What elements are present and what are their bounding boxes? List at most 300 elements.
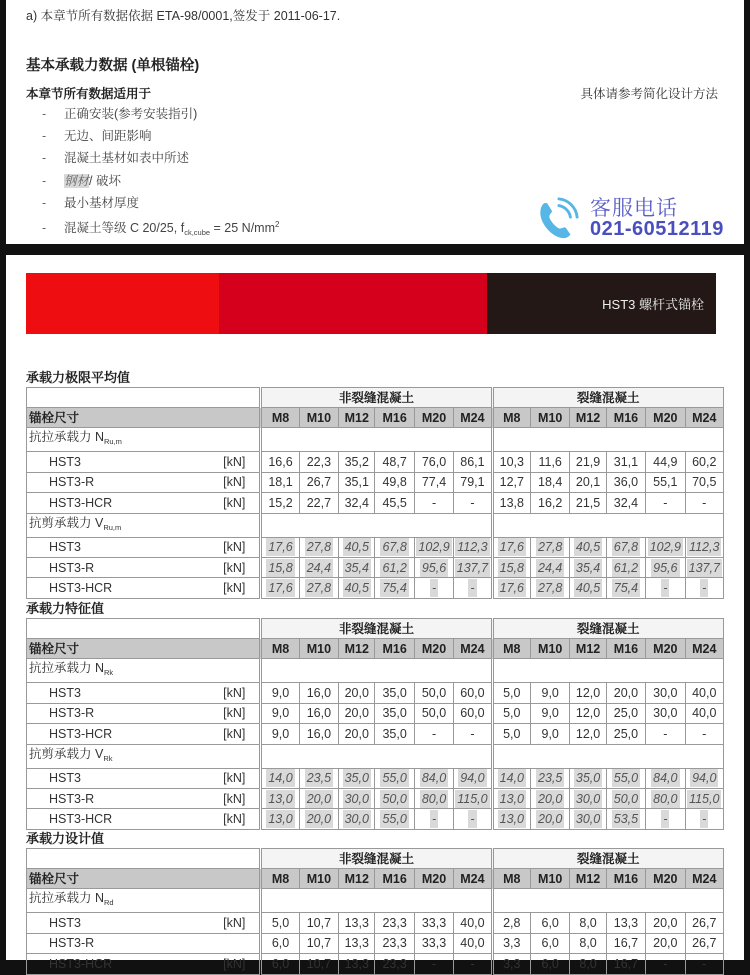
value: 30,0 [653,706,678,721]
value-cell [454,683,492,703]
value-cell [570,537,606,557]
load-table-block [26,830,724,975]
value-cell [492,788,530,808]
size-header-m10: M10 [299,408,338,428]
value-cell [492,913,530,933]
row-header-label: 锚栓尺寸 [27,639,261,659]
size-header-row [27,408,724,428]
value: 33,3 [421,936,447,951]
value-cell [339,913,375,933]
value: 40,0 [460,916,485,931]
banner-darkred-block [219,273,487,334]
value-cell [492,954,530,974]
value: 20,0 [653,916,678,931]
value-cell [261,537,299,557]
anchor-name: HST3-R [27,557,191,577]
condition-text: 混凝土基材如表中所述 [64,151,190,166]
value-cell [414,788,453,808]
value-cell [339,809,375,829]
value-cell [299,557,338,577]
value-cell [606,809,645,829]
condition-text: 混凝土等级 C 20/25, f [64,220,185,235]
value: 20,0 [344,706,369,721]
value-cell [531,768,570,788]
anchor-name: HST3 [27,768,191,788]
value: 53,5 [613,812,639,827]
value-cell [261,768,299,788]
value-cell [414,578,453,598]
bullet-dash: - [42,107,47,121]
value: 13,0 [499,812,524,827]
value: 55,0 [382,812,407,827]
value-cell [261,954,299,974]
size-header-m16: M16 [375,408,414,428]
value-cell [414,954,453,974]
value-cell [261,452,299,472]
condition-item [42,127,279,149]
size-header-m12: M12 [339,639,375,659]
value: 44,9 [653,455,678,470]
table-row [27,913,724,933]
value-cell [646,683,685,703]
value: 15,8 [268,560,293,575]
table-row [27,472,724,492]
contact-label: 客服电话 [590,197,678,220]
table-row [27,954,724,974]
value-cell [531,954,570,974]
value-cell [570,683,606,703]
value: 17,6 [268,540,293,555]
value-cell [646,472,685,492]
value-cell [454,954,492,974]
size-header-m12: M12 [339,408,375,428]
value: 77,4 [421,475,447,490]
category-text: 抗剪承载力 V [29,746,104,761]
value-cell [570,913,606,933]
value: 22,7 [306,495,332,510]
value: 35,0 [575,771,601,786]
value-cell [492,683,530,703]
anchor-name: HST3-HCR [27,493,191,513]
value: 13,3 [344,916,369,931]
table-row [27,933,724,953]
value: 16,7 [613,936,639,951]
value: 20,0 [344,686,369,701]
value: 30,0 [344,812,369,827]
table-row [27,557,724,577]
value-cell [375,724,414,744]
condition-item [42,194,279,216]
group-header-row [27,388,724,408]
value: 20,0 [538,812,563,827]
value: 30,0 [344,791,369,806]
value: 27,8 [538,581,563,596]
value: 76,0 [421,455,447,470]
value: 84,0 [421,771,447,786]
value-cell [492,452,530,472]
value: 61,2 [613,560,639,575]
size-header-m8: M8 [261,408,299,428]
value-cell [261,493,299,513]
category-fill-uncracked [261,659,492,683]
size-header-m8: M8 [261,639,299,659]
category-fill-cracked [492,513,723,537]
value: 11,6 [538,455,562,470]
value: 9,0 [271,686,290,701]
value-cell [375,933,414,953]
value: 86,1 [460,455,485,470]
value-cell [570,724,606,744]
group-uncracked-header: 非裂缝混凝土 [261,388,492,408]
value-cell [375,809,414,829]
size-header-m24: M24 [454,408,492,428]
value-cell [261,913,299,933]
value-cell [606,933,645,953]
value: 8,0 [579,936,597,951]
value-cell [492,472,530,492]
value-cell [646,788,685,808]
value: 20,0 [344,726,369,741]
category-fill-cracked [492,428,723,452]
size-header-m20: M20 [646,408,685,428]
category-fill-cracked [492,744,723,768]
category-subscript: Ru,m [103,522,122,532]
anchor-name: HST3-HCR [27,954,191,974]
value-cell [531,683,570,703]
size-header-m8: M8 [261,869,299,889]
size-header-m10: M10 [531,408,570,428]
bullet-dash: - [42,220,47,235]
group-header-row [27,849,724,869]
value-cell [492,557,530,577]
value-cell [299,578,338,598]
value: 6,0 [271,956,290,971]
value-cell [339,933,375,953]
anchor-name: HST3-HCR [27,578,191,598]
anchor-name: HST3 [27,537,191,557]
row-header-label: 锚栓尺寸 [27,869,261,889]
value-cell [261,788,299,808]
value: 49,8 [382,475,407,490]
value: 26,7 [692,936,717,951]
value: - [702,495,707,510]
value: 95,6 [421,560,447,575]
value-cell [299,703,338,723]
value-cell [492,933,530,953]
value-cell [375,557,414,577]
value: 8,0 [579,916,597,931]
value-cell [299,809,338,829]
unit-label: [kN] [190,472,261,492]
value-cell [646,578,685,598]
value: 21,9 [575,455,601,470]
value: 16,2 [538,495,563,510]
customer-service-contact [526,190,746,242]
value-cell [570,472,606,492]
bullet-dash: - [42,173,47,188]
value: - [663,812,668,827]
value: 60,0 [460,686,485,701]
anchor-name: HST3-R [27,703,191,723]
value-cell [531,703,570,723]
category-label [27,428,261,452]
value: 13,0 [499,791,524,806]
value: 15,8 [499,560,524,575]
value: 112,3 [689,540,720,555]
value: 40,5 [575,581,601,596]
load-table [26,387,724,599]
unit-label [190,933,261,953]
value: 84,0 [653,771,678,786]
header-blank [27,388,261,408]
value-cell [685,493,723,513]
value: 30,0 [575,812,601,827]
value-cell [454,537,492,557]
value-cell [261,578,299,598]
value: 48,7 [382,455,407,470]
value: 12,7 [499,475,524,490]
unit-label: [kN] [190,578,261,598]
value-cell [299,933,338,953]
category-label [27,513,261,537]
value: - [470,581,475,596]
value-cell [414,724,453,744]
value-cell [492,703,530,723]
value-cell [606,913,645,933]
value: - [470,495,475,510]
anchor-name: HST3-R [27,788,191,808]
unit-label: [kN] [190,768,261,788]
size-header-m10: M10 [531,639,570,659]
load-table-block [26,369,724,599]
anchor-name: HST3-HCR [27,724,191,744]
value: - [702,726,707,741]
group-cracked-header: 裂缝混凝土 [492,619,723,639]
value-cell [531,913,570,933]
value-cell [414,768,453,788]
size-header-m10: M10 [299,639,338,659]
value-cell [531,472,570,492]
value: - [431,495,437,510]
value-cell [606,452,645,472]
load-data-panel [6,255,744,971]
value-cell [339,452,375,472]
value: 23,3 [382,916,407,931]
value: 50,0 [613,791,639,806]
value: 10,7 [306,936,332,951]
unit-label: [kN] [190,788,261,808]
value: 60,0 [460,706,485,721]
unit-label: [kN] [190,703,261,723]
size-header-m12: M12 [570,639,606,659]
value: 55,0 [613,771,639,786]
value: 15,2 [268,495,293,510]
value: 20,0 [306,791,332,806]
size-header-m24: M24 [685,639,723,659]
value: 9,0 [271,706,290,721]
contact-phone-number: 021-60512119 [590,218,724,240]
value-cell [414,683,453,703]
value-cell [414,493,453,513]
table-row [27,788,724,808]
value-cell [339,768,375,788]
anchor-name: HST3 [27,452,191,472]
value-cell [492,537,530,557]
unit-label: [kN] [190,537,261,557]
value-cell [606,703,645,723]
value-cell [685,472,723,492]
table-row [27,452,724,472]
value: 25,0 [613,726,639,741]
value-cell [454,557,492,577]
value-cell [570,954,606,974]
value: 36,0 [613,475,639,490]
category-subscript: Rd [104,898,114,908]
value-cell [339,703,375,723]
value-cell [685,578,723,598]
value-cell [299,788,338,808]
value: - [470,956,475,971]
value-cell [375,493,414,513]
value: 20,1 [575,475,601,490]
bullet-dash: - [42,195,47,210]
value-cell [685,683,723,703]
size-header-m20: M20 [414,639,453,659]
value-cell [606,493,645,513]
value-cell [606,578,645,598]
value-cell [685,913,723,933]
value-cell [492,768,530,788]
value: 21,5 [575,495,601,510]
table-row [27,703,724,723]
conditions-panel [6,0,744,244]
value: 13,8 [499,495,524,510]
value: 13,0 [268,791,293,806]
value: 32,4 [613,495,639,510]
value-cell [339,954,375,974]
category-fill-uncracked [261,744,492,768]
value: 115,0 [457,791,488,806]
condition-text: 正确安装(参考安装指引) [64,107,198,121]
value-cell [646,703,685,723]
value: 8,0 [579,956,597,971]
value-cell [261,683,299,703]
value: 2,8 [503,916,521,931]
unit-label: [kN] [190,452,261,472]
value-cell [646,768,685,788]
value: - [702,581,707,596]
value-cell [531,788,570,808]
value-cell [570,809,606,829]
value-cell [646,913,685,933]
size-header-m12: M12 [570,869,606,889]
value: 5,0 [503,706,521,721]
value: 50,0 [421,686,447,701]
value: 33,3 [421,916,447,931]
value: 18,4 [538,475,563,490]
value-cell [339,493,375,513]
bullet-dash: - [42,129,47,144]
value: 60,2 [692,455,717,470]
value-cell [570,578,606,598]
value: 30,0 [575,791,601,806]
size-header-m20: M20 [414,869,453,889]
value-cell [492,809,530,829]
value: 27,8 [538,540,563,555]
unit-label: [kN] [190,913,261,933]
value-cell [375,578,414,598]
value: 102,9 [649,540,681,555]
value: 26,7 [306,475,332,490]
value-cell [606,768,645,788]
value: 137,7 [688,560,720,575]
value: 17,6 [268,581,293,596]
group-uncracked-header: 非裂缝混凝土 [261,619,492,639]
value-cell [685,703,723,723]
category-row [27,659,724,683]
unit-label: [kN] [190,493,261,513]
value-cell [339,724,375,744]
value: 23,3 [382,956,407,971]
value: 35,0 [382,686,407,701]
value-cell [685,452,723,472]
condition-text-tail: = 25 N/mm [210,220,275,235]
unit-label: [kN] [190,809,261,829]
category-subscript: Rk [104,668,114,678]
value: 17,6 [499,540,524,555]
condition-text: 最小基材厚度 [64,195,140,210]
anchor-name: HST3 [27,683,191,703]
category-label [27,744,261,768]
value: 10,7 [306,956,332,971]
value: 40,0 [460,936,485,951]
size-header-m16: M16 [375,639,414,659]
category-fill-uncracked [261,513,492,537]
value: - [431,726,437,741]
value: 16,7 [613,956,639,971]
value: - [470,726,475,741]
value-cell [261,557,299,577]
value-cell [414,809,453,829]
section-title: 基本承载力数据 (单根锚栓) [26,58,200,74]
reference-note: 具体请参考简化设计方法 [580,87,718,101]
table-row [27,724,724,744]
value: 30,0 [653,686,678,701]
value-cell [531,557,570,577]
size-header-m20: M20 [646,869,685,889]
value-cell [261,703,299,723]
table-title: 承载力设计值 [26,831,105,846]
unit-label: [kN] [190,954,261,974]
value-cell [339,788,375,808]
size-header-m24: M24 [454,639,492,659]
category-row [27,428,724,452]
value: 94,0 [692,771,717,786]
value: 45,5 [382,495,407,510]
category-row [27,513,724,537]
value: 10,3 [499,455,524,470]
value-cell [339,537,375,557]
category-text: 抗拉承载力 N [29,661,105,676]
banner-title: HST3 螺杆式锚栓 [487,273,716,334]
value-cell [492,493,530,513]
size-header-row [27,869,724,889]
value: 13,3 [344,956,369,971]
superscript: 2 [275,219,280,229]
value-cell [492,578,530,598]
value-cell [454,452,492,472]
value: 6,0 [271,936,290,951]
